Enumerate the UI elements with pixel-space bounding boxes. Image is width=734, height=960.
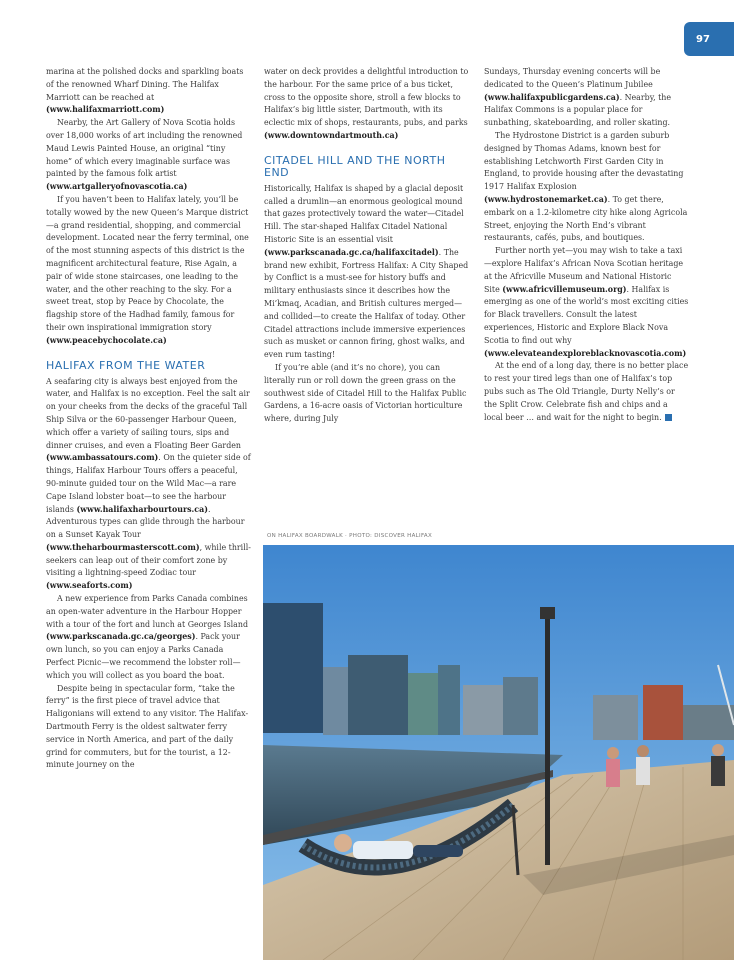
- section-heading: CITADEL HILL AND THE NORTH END: [264, 153, 446, 179]
- paragraph: A new experience from Parks Canada combines an open-water adventure in the Harbour Hopper with a tour of the fort and lunch at Georges Island (www.parkscanada.gc.ca/georges). Pack your own lunch, so you can enjoy a Parks Canada Perfect Picnic—we recommend the lobster roll—which you will collect as you board the boat.: [46, 594, 248, 680]
- photo-credit: ON HALIFAX BOARDWALK · PHOTO: DISCOVER HALIFAX: [267, 533, 433, 539]
- paragraph: water on deck provides a delightful introduction to the harbour. For the same price of a bus ticket, cross to the opposite shore, stroll a few blocks to Halifax’s big little sister, Dartmouth, with its eclectic mix of shops, restaurants, pubs, and parks (www.downtowndartmouth.ca): [264, 67, 469, 140]
- paragraph: At the end of a long day, there is no better place to rest your tired legs than one of Halifax’s top pubs such as The Old Triangle, Durty Nelly’s or the Split Crow. Celebrate fish and chips and a local beer … and wait for the night to begin.: [484, 361, 689, 422]
- text-column-1: [46, 66, 251, 772]
- text-column-2: [264, 66, 469, 426]
- web-link[interactable]: (www.parkscanada.gc.ca/halifaxcitadel): [264, 247, 439, 257]
- page-number: 97: [696, 33, 710, 45]
- web-link[interactable]: (www.ambassatours.com): [46, 453, 159, 463]
- boardwalk-illustration: [263, 545, 734, 960]
- paragraph: If you’re able (and it’s no chore), you can literally run or roll down the green grass on the southwest side of Citadel Hill to the Halifax Public Gardens, a 16-acre oasis of Victorian horticulture where, during July: [264, 362, 467, 424]
- end-mark-icon: [665, 414, 672, 421]
- web-link[interactable]: (www.seaforts.com): [46, 581, 133, 591]
- web-link[interactable]: (www.theharbourmasterscott.com): [46, 542, 200, 552]
- page-tab: [684, 22, 734, 56]
- web-link[interactable]: (www.artgalleryofnovascotia.ca): [46, 182, 188, 192]
- web-link[interactable]: (www.elevateandexploreblacknovascotia.com): [484, 348, 687, 358]
- web-link[interactable]: (www.parkscanada.gc.ca/georges): [46, 632, 196, 642]
- section-heading: HALIFAX FROM THE WATER: [46, 358, 206, 372]
- paragraph: Historically, Halifax is shaped by a glacial deposit called a drumlin—an enormous geological mound that gazes protectively toward the water—Citadel Hill. The star-shaped Halifax Citadel National Historic Site is an essential visit (www.parkscanada.gc.ca/halifaxcitadel). The brand new exhibit, Fortress Halifax: A City Shaped by Conflict is a must-see for history buffs and military enthusiasts since it describes how the Mi’kmaq, Acadian, and British cultures merged—and collided—to create the Halifax of today. Other Citadel attractions include immersive experiences such as musket or cannon firing, ghost walks, and even rum tasting!: [264, 183, 469, 360]
- paragraph: marina at the polished docks and sparkling boats of the renowned Wharf Dining. The Halifax Marriott can be reached at (www.halifaxmarriott.com): [46, 67, 244, 115]
- paragraph: If you haven’t been to Halifax lately, you’ll be totally wowed by the new Queen’s Marque district—a grand residential, shopping, and commercial development. Located near the ferry terminal, one of the most stunning aspects of this district is the magnificent architectural feature, Rise Again, a pair of wide stone staircases, one leading to the water, and the other reaching to the sky. For a sweet treat, stop by Peace by Chocolate, the flagship store of the Hadhad family, famous for their own inspirational immigration story (www.peacebychocolate.ca): [46, 194, 249, 345]
- web-link[interactable]: (www.halifaxmarriott.com): [46, 105, 165, 115]
- web-link[interactable]: (www.hydrostonemarket.ca): [484, 194, 608, 204]
- web-link[interactable]: (www.downtowndartmouth.ca): [264, 130, 399, 140]
- paragraph: Nearby, the Art Gallery of Nova Scotia holds over 18,000 works of art including the renowned Maud Lewis Painted House, an original “tiny home” of which every imaginable surface was painted by the famous folk artist (www.artgalleryofnovascotia.ca): [46, 118, 243, 192]
- web-link[interactable]: (www.africvillemuseum.org): [502, 284, 627, 294]
- text-column-3: [484, 66, 689, 424]
- web-link[interactable]: (www.peacebychocolate.ca): [46, 335, 167, 345]
- paragraph: Sundays, Thursday evening concerts will be dedicated to the Queen’s Platinum Jubilee (www.halifaxpublicgardens.ca). Nearby, the Halifax Commons is a popular place for sunbathing, skateboarding, and roller skating.: [484, 67, 672, 128]
- paragraph: A seafaring city is always best enjoyed from the water, and Halifax is no exception. Feel the salt air on your cheeks from the decks of the graceful Tall Ship Silva or the 60-passenger Harbour Queen, which offer a variety of sailing tours, sips and dinner cruises, and even a Floating Beer Garden (www.ambassatours.com). On the quieter side of things, Halifax Harbour Tours offers a peaceful, 90-minute guided tour on the Wild Mac—a rare Cape Island lobster boat—to see the harbour islands (www.halifaxharbourtours.ca). Adventurous types can glide through the harbour on a Sunset Kayak Tour (www.theharbourmasterscott.com), while thrill-seekers can leap out of their comfort zone by visiting a lightning-speed Zodiac tour (www.seaforts.com): [46, 376, 251, 591]
- paragraph: The Hydrostone District is a garden suburb designed by Thomas Adams, known best for establishing Letchworth First Garden City in England, to provide housing after the devastating 1917 Halifax Explosion (www.hydrostonemarket.ca). To get there, embark on a 1.2-kilometre city hike along Agricola Street, enjoying the North End’s vibrant restaurants, cafés, pubs, and boutiques.: [484, 130, 688, 243]
- boardwalk-photo: [263, 545, 734, 960]
- web-link[interactable]: (www.halifaxpublicgardens.ca): [484, 92, 620, 102]
- paragraph: Despite being in spectacular form, “take the ferry” is the first piece of travel advice that Haligonians will extend to any visitor. The Halifax-Dartmouth Ferry is the oldest saltwater ferry service in North America, and part of the daily grind for commuters, but for the tourist, a 12-minute journey on the: [46, 683, 249, 770]
- paragraph: Further north yet—you may wish to take a taxi—explore Halifax’s African Nova Scotian heritage at the Africville Museum and National Historic Site (www.africvillemuseum.org). Halifax is emerging as one of the world’s most exciting cities for Black travellers. Consult the latest experiences, Historic and Explore Black Nova Scotia to find out why (www.elevateandexploreblacknovascotia.com): [484, 246, 689, 358]
- web-link[interactable]: (www.halifaxharbourtours.ca): [76, 504, 208, 514]
